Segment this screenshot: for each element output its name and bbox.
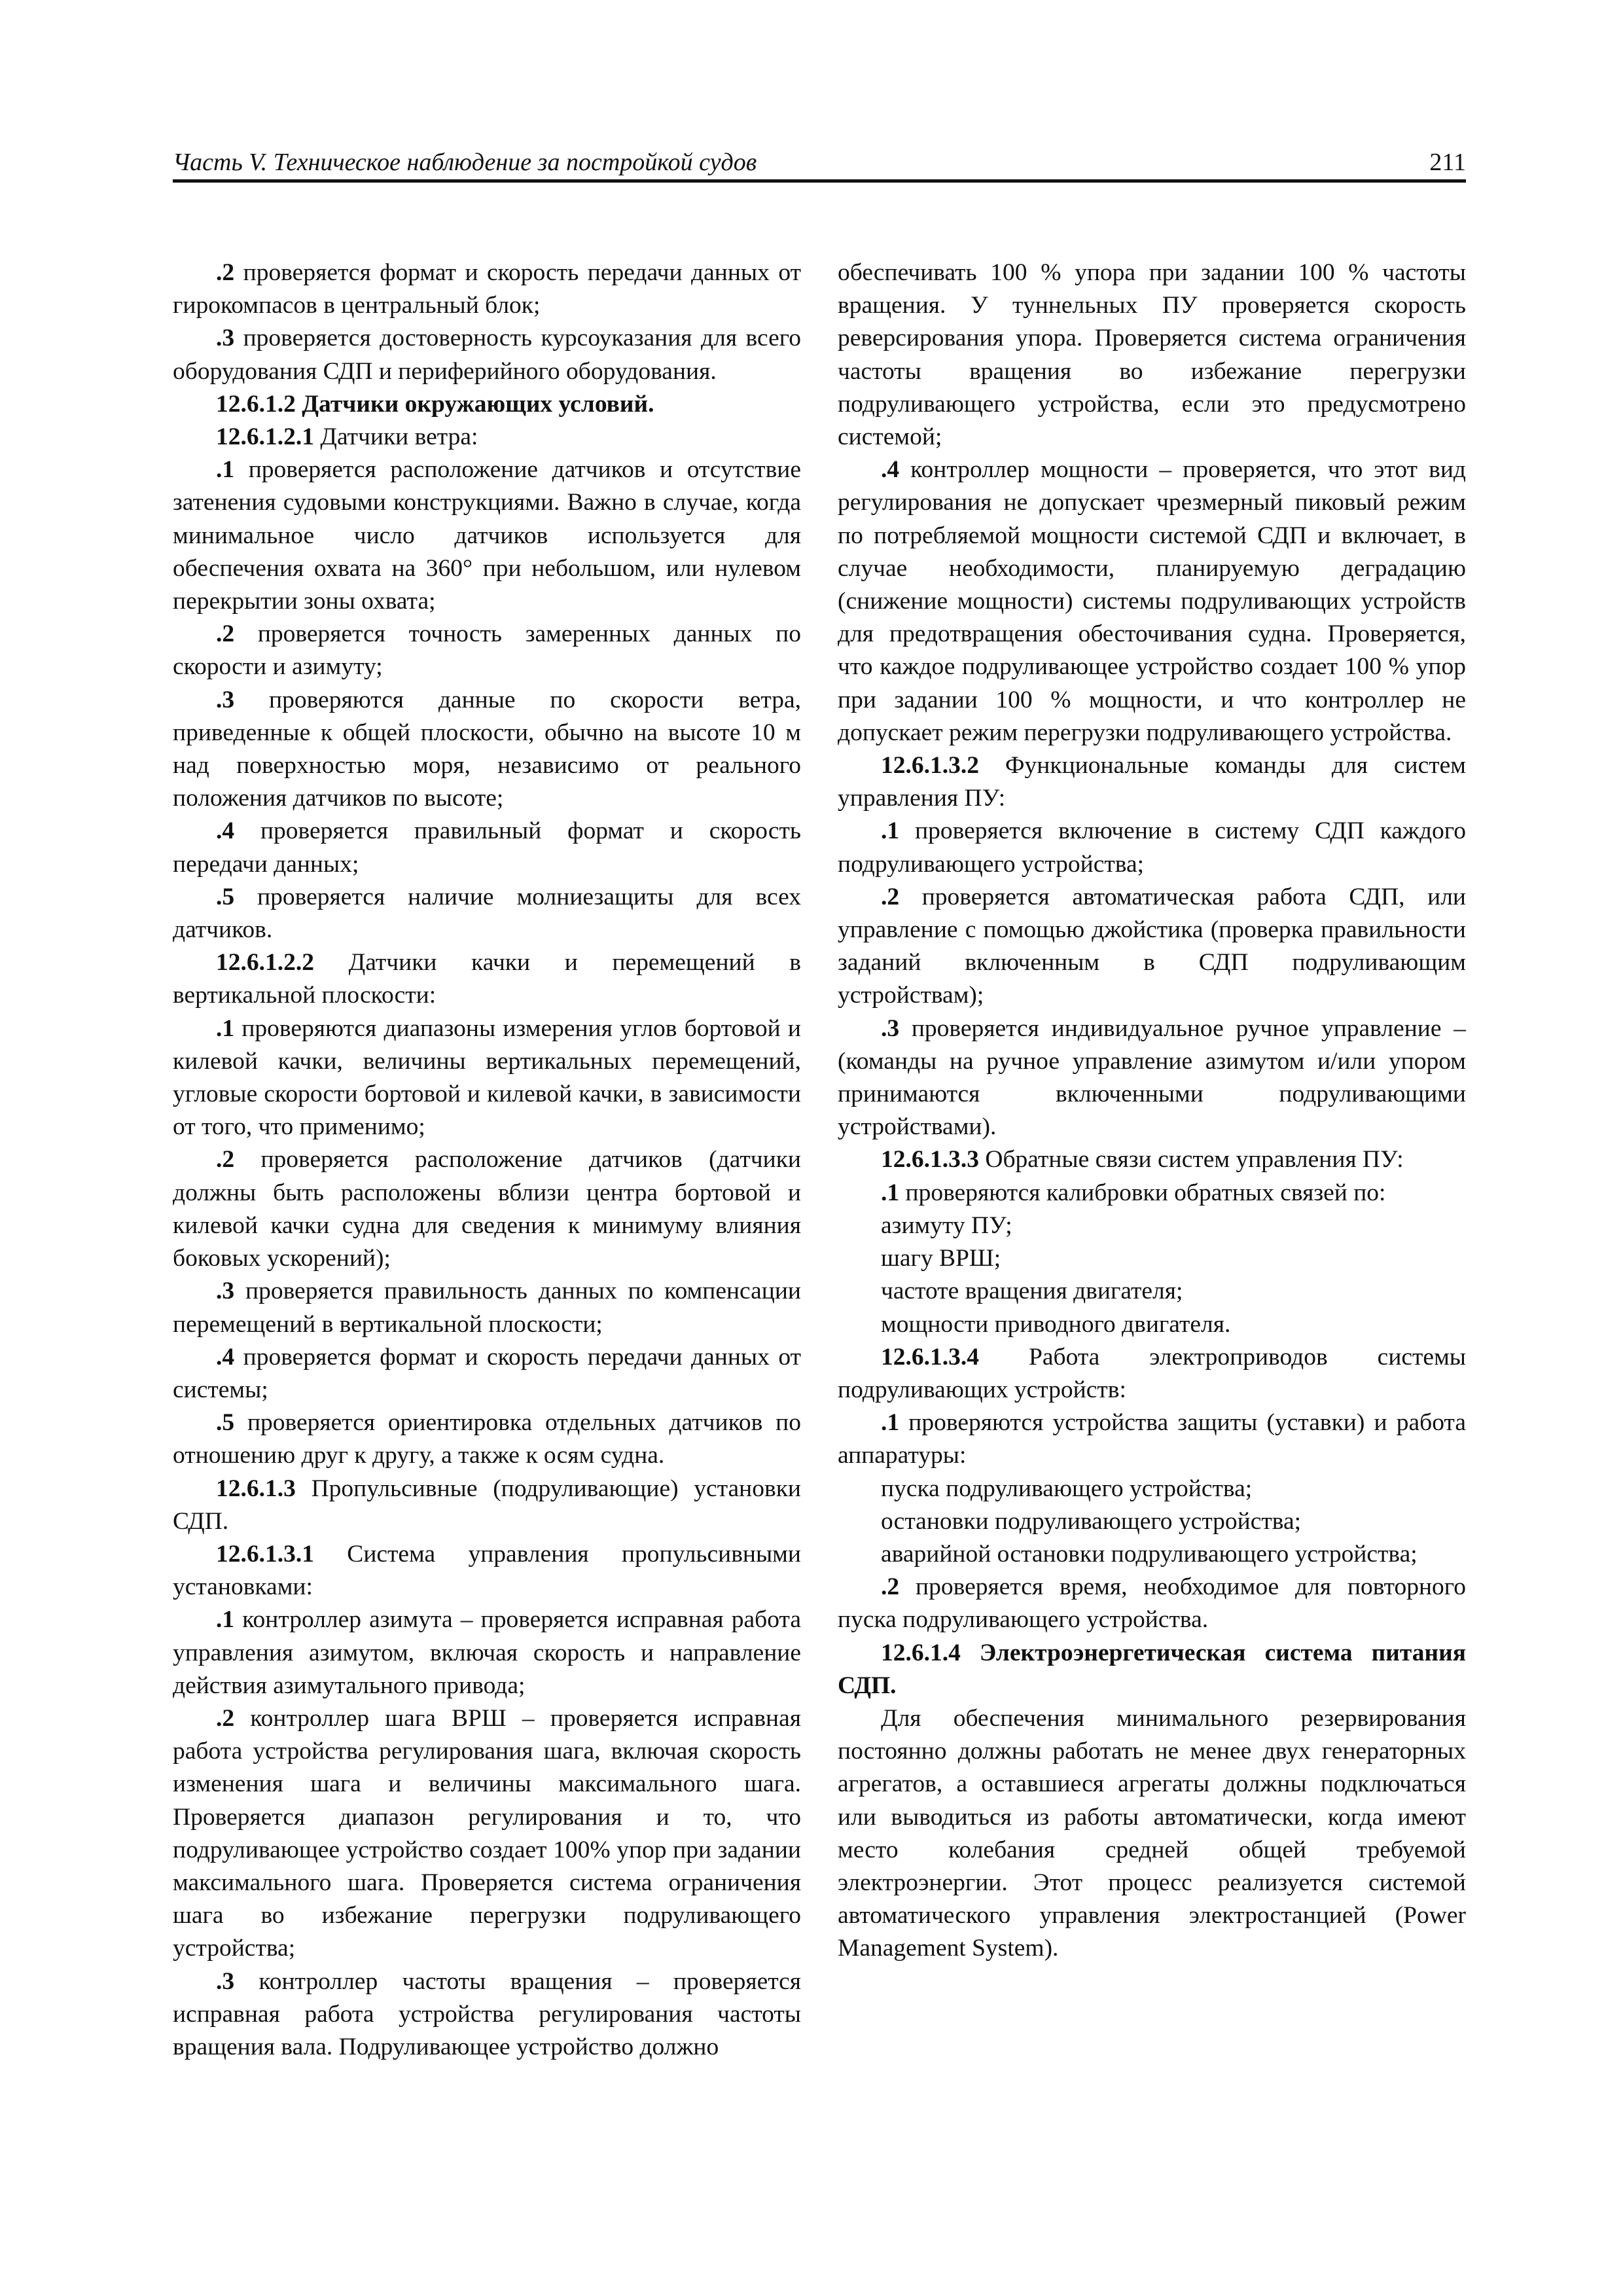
page-header xyxy=(173,145,1466,183)
paragraph-text: проверяется автоматическая работа СДП, или управление с помощью джойстика (проверка правильности заданий включенным в СДП подруливающим устройствам); xyxy=(838,883,1466,1009)
clause-number: .5 xyxy=(216,1409,235,1437)
paragraph xyxy=(173,881,801,946)
clause-number: .3 xyxy=(216,1278,235,1305)
paragraph xyxy=(838,1177,1466,1210)
clause-number: .2 xyxy=(216,1146,235,1174)
paragraph xyxy=(838,1505,1466,1538)
clause-number: 12.6.1.2.2 xyxy=(216,949,314,977)
clause-number: .4 xyxy=(881,456,900,484)
paragraph xyxy=(838,1473,1466,1505)
paragraph xyxy=(173,815,801,880)
paragraph-text: Обратные связи систем управления ПУ: xyxy=(979,1146,1404,1174)
paragraph-text: проверяется включение в систему СДП каждого подруливающего устройства; xyxy=(838,817,1466,878)
paragraph xyxy=(173,1473,801,1538)
paragraph-text: остановки подруливающего устройства; xyxy=(881,1507,1302,1535)
clause-number: 12.6.1.3.4 xyxy=(881,1343,979,1371)
paragraph-text: контроллер шага ВРШ – проверяется исправная работа устройства регулирования шага, включая скорость изменения шага и величины максимального шага. Проверяется диапазон регулирования и то, что подруливающее устройство создает 100% упор при задании максимального шага. Проверяется система ограничения шага во избежание перегрузки подруливающего устройства; xyxy=(173,1704,801,1962)
paragraph-text: Электроэнергетическая система питания СДП. xyxy=(838,1639,1466,1699)
left-column xyxy=(173,257,801,2064)
clause-number: .1 xyxy=(216,1606,235,1634)
clause-number: 12.6.1.2 xyxy=(216,390,296,418)
paragraph-text: проверяется правильность данных по компенсации перемещений в вертикальной плоскости; xyxy=(173,1278,801,1338)
paragraph xyxy=(838,1308,1466,1341)
clause-number: 12.6.1.3.2 xyxy=(881,752,979,780)
clause-number: 12.6.1.2.1 xyxy=(216,423,314,451)
paragraph-text: Работа электроприводов системы подруливающих устройств: xyxy=(838,1343,1466,1403)
paragraph xyxy=(173,388,801,421)
paragraph-text: проверяется ориентировка отдельных датчиков по отношению друг к другу, а также к осям судна. xyxy=(173,1409,801,1469)
paragraph xyxy=(173,618,801,683)
paragraph-text: Функциональные команды для систем управления ПУ: xyxy=(838,752,1466,812)
paragraph-text: проверяются данные по скорости ветра, приведенные к общей плоскости, обычно на высоте 10 м над поверхностью моря, независимо от реального положения датчиков по высоте; xyxy=(173,686,801,812)
paragraph-text: проверяются устройства защиты (уставки) и работа аппаратуры: xyxy=(838,1409,1466,1469)
paragraph-text: Пропульсивные (подруливающие) установки СДП. xyxy=(173,1475,801,1535)
paragraph-text: контроллер частоты вращения – проверяется исправная работа устройства регулирования частоты вращения вала. Подруливающее устройство должно xyxy=(173,1967,801,2060)
paragraph-text: Для обеспечения минимального резервирования постоянно должны работать не менее двух генераторных агрегатов, а оставшиеся агрегаты должны подключаться или выводиться из работы автоматически, когда имеют место колебания средней общей требуемой электроэнергии. Этот процесс реализуется системой автоматического управления электростанцией (Power Management System). xyxy=(838,1704,1466,1962)
clause-number: .1 xyxy=(881,1409,900,1437)
paragraph xyxy=(838,1013,1466,1144)
paragraph xyxy=(173,1407,801,1472)
paragraph-text: проверяется точность замеренных данных по скорости и азимуту; xyxy=(173,620,801,681)
paragraph xyxy=(173,1538,801,1604)
paragraph xyxy=(838,1407,1466,1472)
clause-number: 12.6.1.3.3 xyxy=(881,1146,979,1174)
paragraph xyxy=(838,1143,1466,1176)
paragraph xyxy=(838,881,1466,1013)
clause-number: .1 xyxy=(216,456,235,484)
paragraph-text: шагу ВРШ; xyxy=(881,1245,1001,1272)
paragraph xyxy=(173,257,801,322)
paragraph-text: проверяются калибровки обратных связей по: xyxy=(899,1179,1386,1206)
paragraph-text: аварийной остановки подруливающего устройства; xyxy=(881,1540,1418,1568)
paragraph-text: Система управления пропульсивными установками: xyxy=(173,1540,801,1601)
paragraph xyxy=(838,1341,1466,1407)
paragraph-text: частоте вращения двигателя; xyxy=(881,1278,1183,1305)
paragraph xyxy=(173,1275,801,1340)
paragraph xyxy=(173,1702,801,1965)
paragraph xyxy=(173,946,801,1012)
paragraph xyxy=(838,257,1466,454)
paragraph xyxy=(173,1013,801,1144)
paragraph-text: Датчики окружающих условий. xyxy=(295,390,654,418)
clause-number: 12.6.1.4 xyxy=(881,1639,961,1666)
paragraph xyxy=(173,684,801,816)
paragraph xyxy=(838,454,1466,749)
clause-number: .1 xyxy=(881,1179,900,1206)
paragraph-text: обеспечивать 100 % упора при задании 100 % частоты вращения. У туннельных ПУ проверяется скорость реверсирования упора. Проверяется система ограничения частоты вращения во избежание перегрузки подруливающего устройства, если это предусмотрено системой; xyxy=(838,259,1466,451)
paragraph-text: проверяется время, необходимое для повторного пуска подруливающего устройства. xyxy=(838,1573,1466,1634)
paragraph-text: проверяется достоверность курсоуказания для всего оборудования СДП и периферийного оборудования. xyxy=(173,325,801,385)
paragraph xyxy=(838,1210,1466,1242)
paragraph xyxy=(173,1341,801,1407)
clause-number: .3 xyxy=(216,325,235,352)
right-column xyxy=(838,257,1466,1965)
clause-number: .1 xyxy=(216,1014,235,1042)
clause-number: .2 xyxy=(216,259,235,286)
paragraph xyxy=(838,1242,1466,1275)
paragraph xyxy=(838,815,1466,880)
paragraph xyxy=(838,1275,1466,1308)
clause-number: .4 xyxy=(216,1343,235,1371)
running-title: Часть V. Техническое наблюдение за постройкой судов xyxy=(173,149,757,176)
clause-number: 12.6.1.3 xyxy=(216,1475,296,1502)
clause-number: .2 xyxy=(881,883,900,910)
paragraph xyxy=(173,421,801,454)
clause-number: .4 xyxy=(216,817,235,845)
paragraph-text: контроллер азимута – проверяется исправная работа управления азимутом, включая скорость и направление действия азимутального привода; xyxy=(173,1606,801,1699)
paragraph-text: контроллер мощности – проверяется, что этот вид регулирования не допускает чрезмерный пиковый режим по потребляемой мощности системой СДП и включает, в случае необходимости, планируемую деградацию (снижение мощности) системы подруливающих устройств для предотвращения обесточивания судна. Проверяется, что каждое подруливающее устройство создает 100 % упор при задании 100 % мощности, и что контроллер не допускает режим перегрузки подруливающего устройства. xyxy=(838,456,1466,746)
paragraph-text: проверяется индивидуальное ручное управление – (команды на ручное управление азимутом и/или упором принимаются включенными подруливающими устройствами). xyxy=(838,1014,1466,1141)
clause-number: .1 xyxy=(881,817,900,845)
clause-number: .2 xyxy=(216,1704,235,1732)
clause-number: .2 xyxy=(216,620,235,648)
clause-number: .3 xyxy=(881,1014,900,1042)
paragraph-text: проверяется формат и скорость передачи данных от системы; xyxy=(173,1343,801,1403)
paragraph-text: проверяется расположение датчиков и отсутствие затенения судовыми конструкциями. Важно в случае, когда минимальное число датчиков используется для обеспечения охвата на 360° при небольшом, или нулевом перекрытии зоны охвата; xyxy=(173,456,801,615)
paragraph-text: мощности приводного двигателя. xyxy=(881,1310,1231,1338)
paragraph-text: проверяется правильный формат и скорость передачи данных; xyxy=(173,817,801,878)
paragraph xyxy=(173,322,801,387)
paragraph-text: проверяется расположение датчиков (датчики должны быть расположены вблизи центра бортовой и килевой качки судна для сведения к минимуму влияния боковых ускорений); xyxy=(173,1146,801,1272)
paragraph-text: азимуту ПУ; xyxy=(881,1211,1012,1239)
paragraph xyxy=(838,1702,1466,1965)
paragraph xyxy=(173,1604,801,1702)
paragraph xyxy=(173,1965,801,2064)
paragraph-text: проверяются диапазоны измерения углов бортовой и килевой качки, величины вертикальных перемещений, угловые скорости бортовой и килевой качки, в зависимости от того, что применимо; xyxy=(173,1014,801,1141)
paragraph xyxy=(838,1538,1466,1571)
clause-number: .3 xyxy=(216,1967,235,1995)
paragraph-text: проверяется формат и скорость передачи данных от гирокомпасов в центральный блок; xyxy=(173,259,801,319)
clause-number: .5 xyxy=(216,883,235,910)
paragraph xyxy=(173,1143,801,1275)
clause-number: .2 xyxy=(881,1573,900,1601)
paragraph-text: проверяется наличие молниезащиты для всех датчиков. xyxy=(173,883,801,944)
paragraph-text: Датчики ветра: xyxy=(314,423,478,451)
paragraph-text: пуска подруливающего устройства; xyxy=(881,1475,1253,1502)
paragraph xyxy=(838,1571,1466,1636)
page-number: 211 xyxy=(1429,149,1466,176)
paragraph xyxy=(838,1637,1466,1702)
paragraph xyxy=(838,749,1466,815)
paragraph-text: Датчики качки и перемещений в вертикальной плоскости: xyxy=(173,949,801,1009)
paragraph xyxy=(173,454,801,618)
clause-number: .3 xyxy=(216,686,235,713)
clause-number: 12.6.1.3.1 xyxy=(216,1540,314,1568)
